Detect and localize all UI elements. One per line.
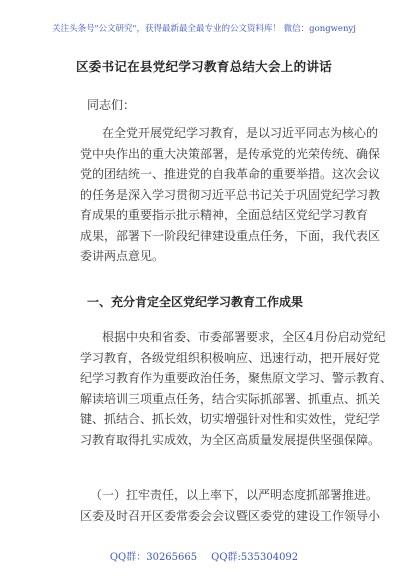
text-line: 在全党开展党纪学习教育，是以习近平同志为核心的	[102, 126, 379, 140]
greeting: 同志们：	[87, 98, 136, 112]
qq-group-2: QQ群:535304092	[211, 552, 299, 563]
text-line: 键、抓结合、抓长效，切实增强针对性和实效性，党纪学	[80, 412, 381, 426]
text-line: 委讲两点意见。	[80, 249, 165, 263]
text-line: 区委及时召开区委常委会会议暨区委党的建设工作领导小	[80, 508, 381, 523]
text-line: 习教育取得扎实成效，为全区高质量发展提供坚强保障。	[80, 432, 381, 447]
text-line: 党中央作出的重大决策部署，是传承党的光荣传统、确保	[80, 146, 381, 161]
text-line: 党的团结统一、推进党的自我革命的重要举措。这次会议	[80, 167, 381, 181]
text-line: 学习教育，各级党组织积极响应、迅速行动，把开展好党	[80, 350, 381, 365]
text-line: 育成果的重要指示批示精神，全面总结区党纪学习教育	[80, 208, 369, 222]
text-line: 根据中央和省委、市委部署要求，全区4月份启动党纪	[102, 330, 386, 344]
paragraph-intro	[80, 123, 381, 267]
text-line: 成果，部署下一阶段纪律建设重点任务，下面，我代表区	[80, 228, 381, 243]
text-line: （一）扛牢责任，以上率下，以严明态度抓部署推进。	[90, 488, 379, 502]
text-line: 纪学习教育作为重要政治任务，聚焦原文学习、警示教育、	[80, 371, 393, 385]
text-line: 的任务是深入学习贯彻习近平总书记关于巩固党纪学习教	[80, 187, 381, 202]
paragraph-achievements	[80, 327, 393, 450]
page-header-banner: 关注头条号"公文研究"，获得最新最全最专业的公文资料库！ 微信：gongwenyj	[52, 24, 356, 34]
document-title: 区委书记在县党纪学习教育总结大会上的讲话	[75, 59, 332, 74]
section-heading: 一、充分肯定全区党纪学习教育工作成果	[87, 295, 304, 309]
page-footer	[0, 548, 408, 563]
text-line: 解读培训三项重点任务，结合实际抓部署、抓重点、抓关	[80, 391, 381, 406]
qq-group-1: QQ群：30265665	[109, 552, 198, 563]
paragraph-subsection-1	[80, 485, 381, 526]
